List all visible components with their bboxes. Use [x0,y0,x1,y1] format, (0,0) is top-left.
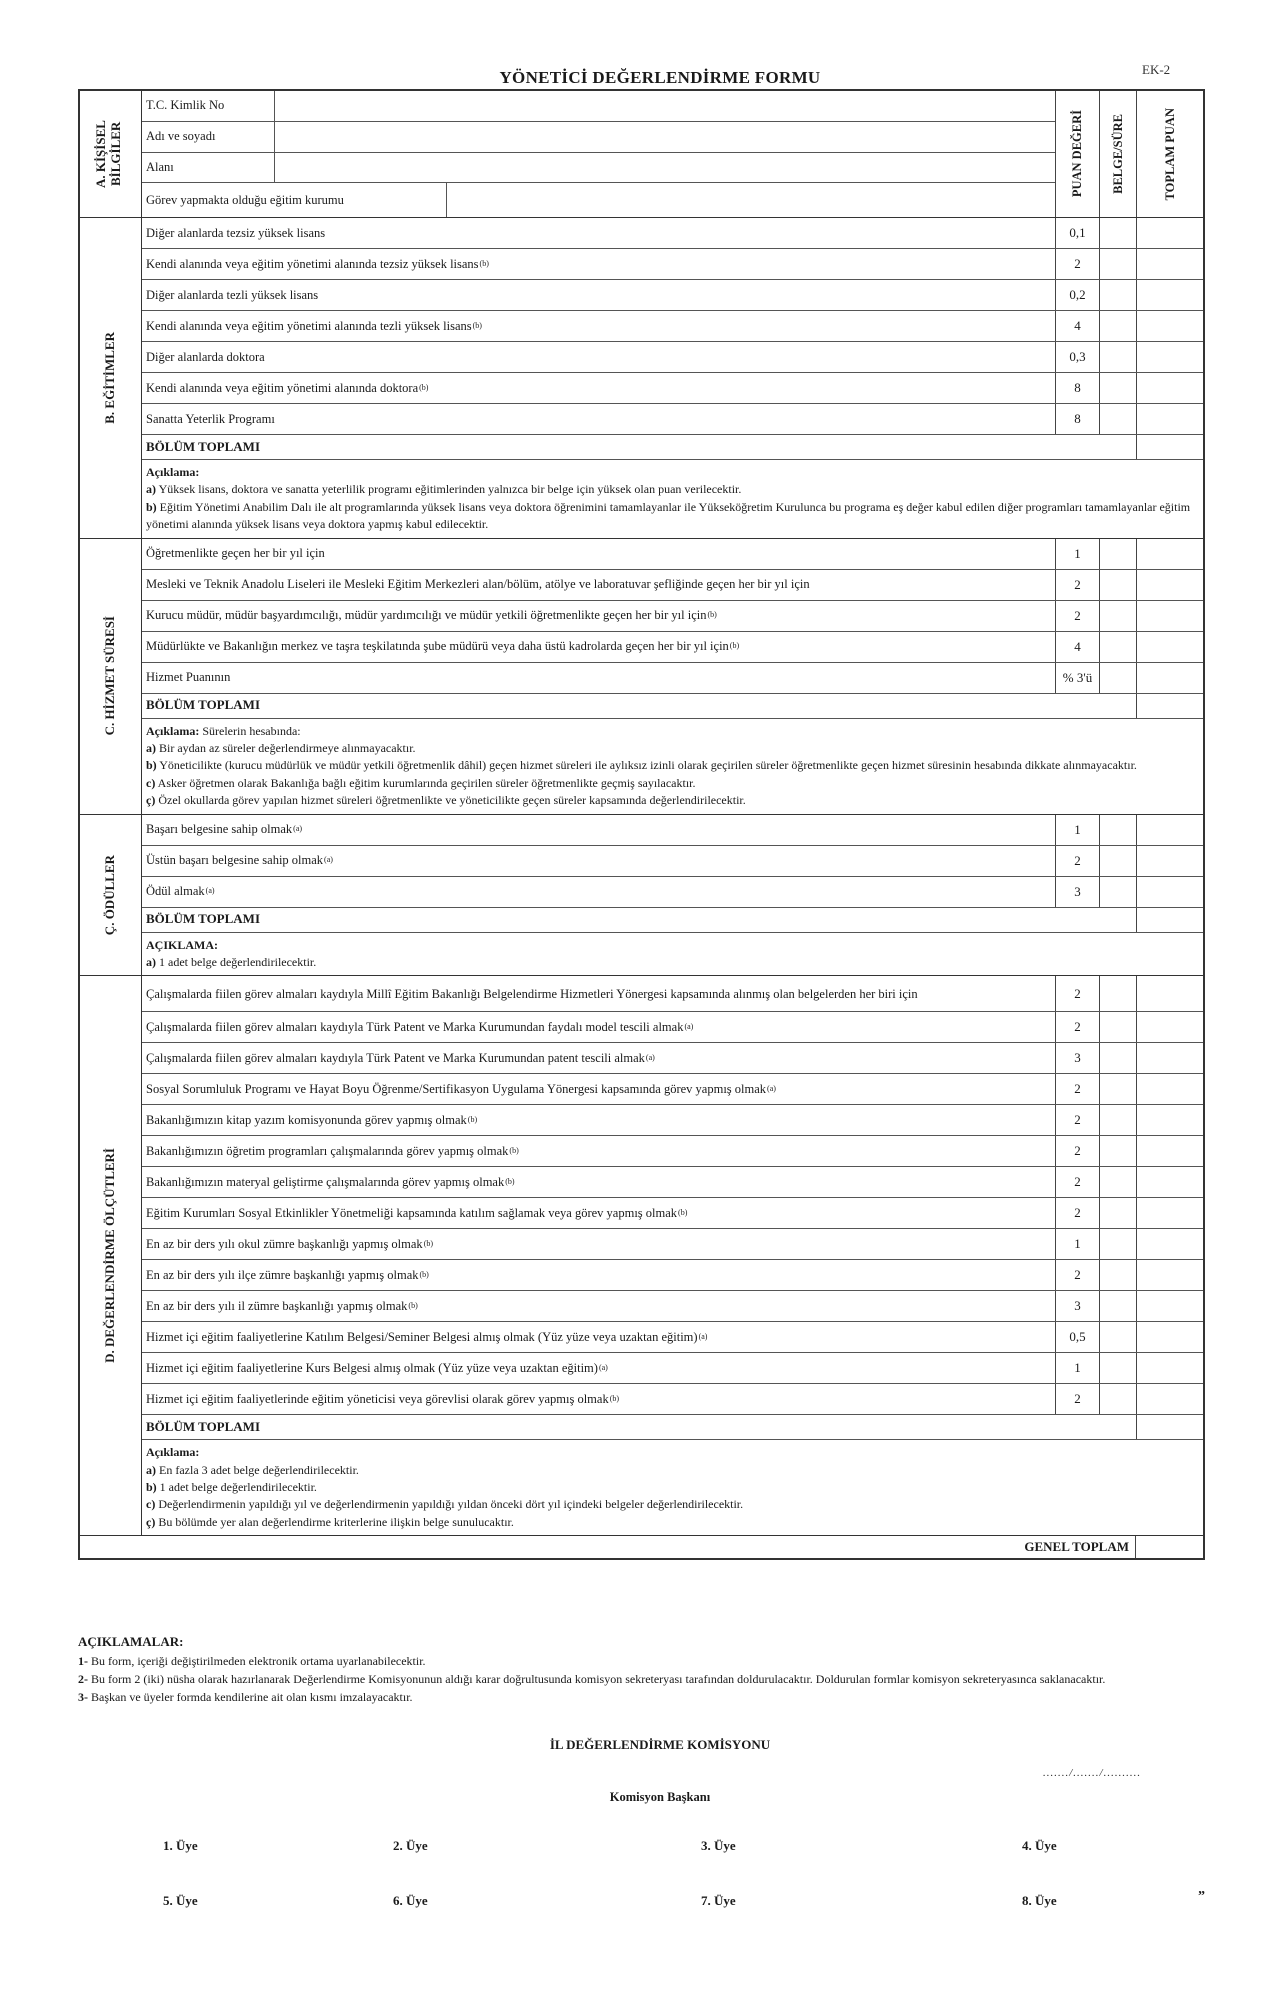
criterion-text: Başarı belgesine sahip olmak (a) [146,822,303,837]
footnote-marker: (a) [698,1332,708,1342]
explanations [78,1632,1205,1706]
document-count-cell[interactable] [1099,218,1136,248]
point-value: 3 [1055,1043,1099,1073]
section-education [80,218,1203,539]
total-points-cell[interactable] [1136,1198,1203,1228]
column-header-belge-sure: BELGE/SÜRE [1099,91,1136,217]
criterion-row [142,373,1203,404]
member-signature-1: 1. Üye [163,1838,198,1853]
total-points-cell[interactable] [1136,342,1203,372]
footnote-marker: (b) [472,320,482,330]
criterion-row [142,539,1203,570]
column-header-toplam-puan: TOPLAM PUAN [1136,91,1203,217]
point-value: 3 [1055,877,1099,907]
footnote-marker: (a) [684,1022,694,1032]
criterion-row [142,218,1203,249]
document-count-cell[interactable] [1099,373,1136,403]
member-signature-5: 5. Üye [163,1893,198,1908]
criterion-text: Üstün başarı belgesine sahip olmak (a) [146,853,333,868]
document-count-cell[interactable] [1099,1291,1136,1321]
document-count-cell[interactable] [1099,846,1136,876]
grand-total-row [80,1536,1203,1558]
criterion-text: Eğitim Kurumları Sosyal Etkinlikler Yönetmeliği kapsamında katılım sağlamak veya görev yapmış olmak (b) [146,1206,688,1221]
document-count-cell[interactable] [1099,1353,1136,1383]
point-value: 2 [1055,1260,1099,1290]
document-count-cell[interactable] [1099,1322,1136,1352]
document-count-cell[interactable] [1099,1167,1136,1197]
criterion-text: Kendi alanında veya eğitim yönetimi alanında tezsiz yüksek lisans (b) [146,256,489,271]
point-value: 2 [1055,1074,1099,1104]
note-heading: Açıklama: [146,465,200,479]
total-points-cell[interactable] [1136,1074,1203,1104]
footnote-marker: (b) [609,1394,620,1404]
criterion-text: Diğer alanlarda tezsiz yüksek lisans [146,225,326,240]
total-points-cell[interactable] [1136,1384,1203,1414]
total-points-cell[interactable] [1136,1105,1203,1135]
note-intro: Sürelerin hesabında: [202,723,301,738]
total-points-cell[interactable] [1136,249,1203,279]
member-signature-7: 7. Üye [701,1893,736,1908]
criterion-text: En az bir ders yılı okul zümre başkanlığı yapmış olmak (b) [146,1237,434,1252]
section-note [142,933,1203,976]
criterion-text: Hizmet içi eğitim faaliyetlerine Kurs Belgesi almış olmak (Yüz yüze veya uzaktan eğitim) (a) [146,1361,608,1376]
footnote-marker: (a) [324,855,333,865]
section-total-row [142,1415,1203,1440]
total-points-cell[interactable] [1136,218,1203,248]
footnote-marker: (b) [467,1115,478,1125]
total-points-cell[interactable] [1136,404,1203,434]
criterion-row [142,570,1203,601]
section-note [142,460,1203,538]
criterion-text: Hizmet içi eğitim faaliyetlerinde eğitim yöneticisi veya görevlisi olarak görev yapmış olmak (b) [146,1392,620,1407]
point-value: 0,3 [1055,342,1099,372]
criterion-row [142,311,1203,342]
criterion-row [142,342,1203,373]
explanations-heading: AÇIKLAMALAR: [78,1634,184,1649]
point-value: 8 [1055,373,1099,403]
criterion-row [142,815,1203,846]
section-total-label: BÖLÜM TOPLAMI [146,911,261,927]
footnote-marker: (a) [767,1084,776,1094]
criterion-row [142,877,1203,908]
point-value: 2 [1055,570,1099,600]
point-value: 0,2 [1055,280,1099,310]
document-count-cell[interactable] [1099,663,1136,693]
section-label: Ç. ÖDÜLLER [80,815,142,976]
point-value: 2 [1055,1012,1099,1042]
footnote-marker: (b) [678,1208,688,1218]
criterion-row [142,1012,1203,1043]
form-title: YÖNETİCİ DEĞERLENDİRME FORMU [499,68,821,87]
note-item: a) En fazla 3 adet belge değerlendirilecektir. [146,1462,359,1477]
grand-total-value[interactable] [1136,1536,1203,1558]
criterion-row [142,1260,1203,1291]
total-points-cell[interactable] [1136,976,1203,1011]
document-count-cell[interactable] [1099,1043,1136,1073]
document-count-cell[interactable] [1099,632,1136,662]
section-label: D. DEĞERLENDİRME ÖLÇÜTLERİ [80,976,142,1535]
field-row [142,91,1055,122]
section-label: C. HİZMET SÜRESİ [80,539,142,814]
section-total-label: BÖLÜM TOPLAMI [146,438,261,454]
criterion-row [142,1198,1203,1229]
point-value: 0,5 [1055,1322,1099,1352]
criterion-row [142,1167,1203,1198]
point-value: 2 [1055,1136,1099,1166]
footnote-marker: (b) [479,258,489,268]
criterion-row [142,1353,1203,1384]
date-field[interactable]: ......./......./.......... [1043,1767,1142,1779]
criterion-text: Bakanlığımızın öğretim programları çalışmalarında görev yapmış olmak (b) [146,1144,519,1159]
point-value: 3 [1055,1291,1099,1321]
section-note [142,719,1203,814]
document-count-cell[interactable] [1099,601,1136,631]
criterion-text: Hizmet Puanının [146,670,231,685]
criterion-text: Çalışmalarda fiilen görev almaları kaydıyla Türk Patent ve Marka Kurumundan faydalı model tescili almak (a) [146,1020,694,1035]
footnote-marker: (b) [707,610,717,620]
criterion-text: Sosyal Sorumluluk Programı ve Hayat Boyu Öğrenme/Sertifikasyon Uygulama Yönergesi kapsamında görev yapmış olmak (a) [146,1082,776,1097]
point-value: 2 [1055,1167,1099,1197]
grand-total-label: GENEL TOPLAM [80,1536,1136,1558]
total-points-cell[interactable] [1136,846,1203,876]
point-value: 4 [1055,632,1099,662]
criterion-text: Kendi alanında veya eğitim yönetimi alanında doktora (b) [146,380,429,395]
total-points-cell[interactable] [1136,1322,1203,1352]
field-of-study-field[interactable] [275,153,1055,183]
note-heading: Açıklama: [146,1445,200,1460]
section-total-value[interactable] [1136,694,1203,718]
field-label: Alanı [142,153,275,183]
criterion-text: En az bir ders yılı ilçe zümre başkanlığı yapmış olmak (b) [146,1268,429,1283]
tc-kimlik-no-field[interactable] [275,91,1055,121]
point-value: 8 [1055,404,1099,434]
commission-title: İL DEĞERLENDİRME KOMİSYONU [549,1737,771,1752]
explanation-item: 2- Bu form 2 (iki) nüsha olarak hazırlanarak Değerlendirme Komisyonunun aldığı karar doğrultusunda komisyon sekreteryası tarafından doldurulacaktır. Doldurulan formlar komisyon sekreteryasınca saklanacaktır. [78,1671,1106,1686]
section-label: A. KİŞİSEL BİLGİLER [80,91,142,217]
field-row [142,153,1055,184]
note-item: a) Yüksek lisans, doktora ve sanatta yeterlilik programı eğitimlerinden yalnızca bir belge için yüksek olan puan verilecektir. [146,482,742,497]
document-count-cell[interactable] [1099,280,1136,310]
total-points-cell[interactable] [1136,373,1203,403]
footnote-marker: (a) [598,1363,608,1373]
total-points-cell[interactable] [1136,877,1203,907]
section-evaluation-criteria [80,976,1203,1536]
point-value: 2 [1055,1384,1099,1414]
commission-chair: Komisyon Başkanı [609,1790,711,1804]
total-points-cell[interactable] [1136,311,1203,341]
document-count-cell[interactable] [1099,1012,1136,1042]
note-item: c) Değerlendirmenin yapıldığı yıl ve değerlendirmenin yapıldığı yıldan önceki dört yıl içindeki belgeler değerlendirilecektir. [146,1497,744,1512]
document-count-cell[interactable] [1099,570,1136,600]
name-surname-field[interactable] [275,122,1055,152]
criterion-row [142,1229,1203,1260]
document-count-cell[interactable] [1099,1384,1136,1414]
explanation-item: 1- Bu form, içeriği değiştirilmeden elektronik ortama uyarlanabilecektir. [78,1653,426,1668]
point-value: % 3'ü [1055,663,1099,693]
criterion-text: Kurucu müdür, müdür başyardımcılığı, müdür yardımcılığı ve müdür yetkili öğretmenlikte geçen her bir yıl için (b) [146,608,717,623]
criterion-row [142,404,1203,435]
criterion-text: Öğretmenlikte geçen her bir yıl için [146,546,325,561]
explanation-item: 3- Başkan ve üyeler formda kendilerine ait olan kısmı imzalayacaktır. [78,1689,413,1704]
criterion-row [142,846,1203,877]
document-count-cell[interactable] [1099,1260,1136,1290]
field-label: Görev yapmakta olduğu eğitim kurumu [142,183,447,217]
total-points-cell[interactable] [1136,1291,1203,1321]
point-value: 1 [1055,1229,1099,1259]
document-count-cell[interactable] [1099,342,1136,372]
criterion-row [142,1291,1203,1322]
document-count-cell[interactable] [1099,1136,1136,1166]
evaluation-form-table [78,89,1205,1560]
field-label: T.C. Kimlik No [142,91,275,121]
criterion-text: Hizmet içi eğitim faaliyetlerine Katılım Belgesi/Seminer Belgesi almış olmak (Yüz yüze veya uzaktan eğitim) (a) [146,1330,708,1345]
footnote-marker: (b) [423,1239,434,1249]
footnote-marker: (b) [408,1301,418,1311]
section-total-value[interactable] [1136,908,1203,932]
footnote-marker: (b) [505,1177,515,1187]
total-points-cell[interactable] [1136,539,1203,569]
section-total-row [142,435,1203,460]
document-count-cell[interactable] [1099,404,1136,434]
footnote-marker: (a) [645,1053,655,1063]
point-value: 1 [1055,539,1099,569]
section-service-time [80,539,1203,815]
section-total-value[interactable] [1136,435,1203,459]
total-points-cell[interactable] [1136,1012,1203,1042]
criterion-row [142,663,1203,694]
closing-quote-mark: ” [1198,1889,1205,1904]
section-total-label: BÖLÜM TOPLAMI [146,697,261,713]
section-total-value[interactable] [1136,1415,1203,1439]
total-points-cell[interactable] [1136,815,1203,845]
total-points-cell[interactable] [1136,1136,1203,1166]
document-count-cell[interactable] [1099,1198,1136,1228]
field-row [142,183,1055,217]
criterion-row [142,601,1203,632]
document-count-cell[interactable] [1099,877,1136,907]
member-signature-8: 8. Üye [1022,1893,1057,1908]
field-label: Adı ve soyadı [142,122,275,152]
section-note [142,1440,1203,1535]
criterion-text: Sanatta Yeterlik Programı [146,411,275,426]
total-points-cell[interactable] [1136,632,1203,662]
point-value: 2 [1055,846,1099,876]
point-value: 1 [1055,815,1099,845]
document-count-cell[interactable] [1099,976,1136,1011]
document-code: EK-2 [1142,62,1171,77]
footnote-marker: (b) [509,1146,519,1156]
total-points-cell[interactable] [1136,1167,1203,1197]
total-points-cell[interactable] [1136,1353,1203,1383]
note-item: a) 1 adet belge değerlendirilecektir. [146,954,317,969]
criterion-text: Çalışmalarda fiilen görev almaları kaydıyla Türk Patent ve Marka Kurumundan patent tescili almak (a) [146,1051,655,1066]
section-awards [80,815,1203,977]
document-count-cell[interactable] [1099,1074,1136,1104]
point-value: 0,1 [1055,218,1099,248]
document-count-cell[interactable] [1099,249,1136,279]
point-value: 2 [1055,601,1099,631]
note-heading: AÇIKLAMA: [146,937,218,952]
institution-field[interactable] [447,183,1055,217]
criterion-text: Diğer alanlarda tezli yüksek lisans [146,287,319,302]
document-count-cell[interactable] [1099,1229,1136,1259]
footnote-marker: (b) [419,382,429,392]
point-value: 2 [1055,1105,1099,1135]
criterion-text: Ödül almak (a) [146,884,215,899]
section-label: B. EĞİTİMLER [80,218,142,538]
note-item: b) 1 adet belge değerlendirilecektir. [146,1480,317,1495]
note-item: b) Eğitim Yönetimi Anabilim Dalı ile alt programlarında yüksek lisans veya doktora öğrenimini tamamlayanlar ile Yükseköğretim Kurulunca bu programa eş değer kabul edilen diğer programları tamamlayanlar eğitim yönetimi alanında yüksek lisans veya doktora yapmış kabul edilecektir. [146,499,1191,532]
criterion-row [142,1136,1203,1167]
footnote-marker: (b) [419,1270,429,1280]
document-count-cell[interactable] [1099,539,1136,569]
point-value: 2 [1055,976,1099,1011]
criterion-row [142,1384,1203,1415]
criterion-row [142,1043,1203,1074]
note-item: ç) Özel okullarda görev yapılan hizmet süreleri öğretmenlikte ve yöneticilikte geçen süreler kapsamında değerlendirilecektir. [146,793,746,808]
footnote-marker: (b) [729,641,740,651]
document-count-cell[interactable] [1099,815,1136,845]
total-points-cell[interactable] [1136,1260,1203,1290]
document-count-cell[interactable] [1099,1105,1136,1135]
criterion-text: Mesleki ve Teknik Anadolu Liseleri ile Mesleki Eğitim Merkezleri alan/bölüm, atölye ve laboratuvar şefliğinde geçen her bir yıl için [146,577,810,592]
section-total-label: BÖLÜM TOPLAMI [146,1418,261,1434]
member-signature-2: 2. Üye [393,1838,428,1853]
note-item: c) Asker öğretmen olarak Bakanlığa bağlı eğitim kurumlarında geçirilen süreler öğretmenlikte geçmiş sayılacaktır. [146,775,696,790]
criterion-row [142,249,1203,280]
section-total-row [142,694,1203,719]
point-value: 2 [1055,249,1099,279]
column-header-puan-degeri: PUAN DEĞERİ [1055,91,1099,217]
total-points-cell[interactable] [1136,570,1203,600]
total-points-cell[interactable] [1136,663,1203,693]
criterion-text: Çalışmalarda fiilen görev almaları kaydıyla Millî Eğitim Bakanlığı Belgelendirme Hizmetleri Yönergesi kapsamında alınmış olan belgelerden her biri için [146,986,918,1001]
criterion-text: Bakanlığımızın materyal geliştirme çalışmalarında görev yapmış olmak (b) [146,1175,515,1190]
note-item: a) Bir aydan az süreler değerlendirmeye alınmayacaktır. [146,740,416,755]
criterion-row [142,1105,1203,1136]
note-heading: Açıklama: [146,723,200,738]
section-personal-info [80,91,1203,218]
field-row [142,122,1055,153]
note-item: b) Yöneticilikte (kurucu müdürlük ve müdür yetkili öğretmenlik dâhil) geçen hizmet süreleri ile aylıksız izinli olarak geçirilen süreler öğretmenlikte geçen hizmet süresinin hesabında dikkate alınmayacaktır. [146,758,1137,773]
member-signature-3: 3. Üye [701,1838,736,1853]
document-count-cell[interactable] [1099,311,1136,341]
member-signature-6: 6. Üye [393,1893,428,1908]
criterion-text: Müdürlükte ve Bakanlığın merkez ve taşra teşkilatında şube müdürü veya daha üstü kadrolarda geçen her bir yıl için (b) [146,639,740,654]
footnote-marker: (a) [205,886,215,896]
point-value: 1 [1055,1353,1099,1383]
criterion-text: Kendi alanında veya eğitim yönetimi alanında tezli yüksek lisans (b) [146,318,482,333]
total-points-cell[interactable] [1136,601,1203,631]
section-total-row [142,908,1203,933]
total-points-cell[interactable] [1136,280,1203,310]
criterion-row [142,976,1203,1012]
criterion-text: Bakanlığımızın kitap yazım komisyonunda görev yapmış olmak (b) [146,1113,478,1128]
note-item: ç) Bu bölümde yer alan değerlendirme kriterlerine ilişkin belge sunulucaktır. [146,1514,514,1529]
criterion-text: Diğer alanlarda doktora [146,349,265,364]
member-signature-4: 4. Üye [1022,1838,1057,1853]
criterion-text: En az bir ders yılı il zümre başkanlığı yapmış olmak (b) [146,1299,418,1314]
total-points-cell[interactable] [1136,1043,1203,1073]
point-value: 4 [1055,311,1099,341]
total-points-cell[interactable] [1136,1229,1203,1259]
criterion-row [142,280,1203,311]
criterion-row [142,1322,1203,1353]
footnote-marker: (a) [293,824,303,834]
point-value: 2 [1055,1198,1099,1228]
criterion-row [142,1074,1203,1105]
criterion-row [142,632,1203,663]
